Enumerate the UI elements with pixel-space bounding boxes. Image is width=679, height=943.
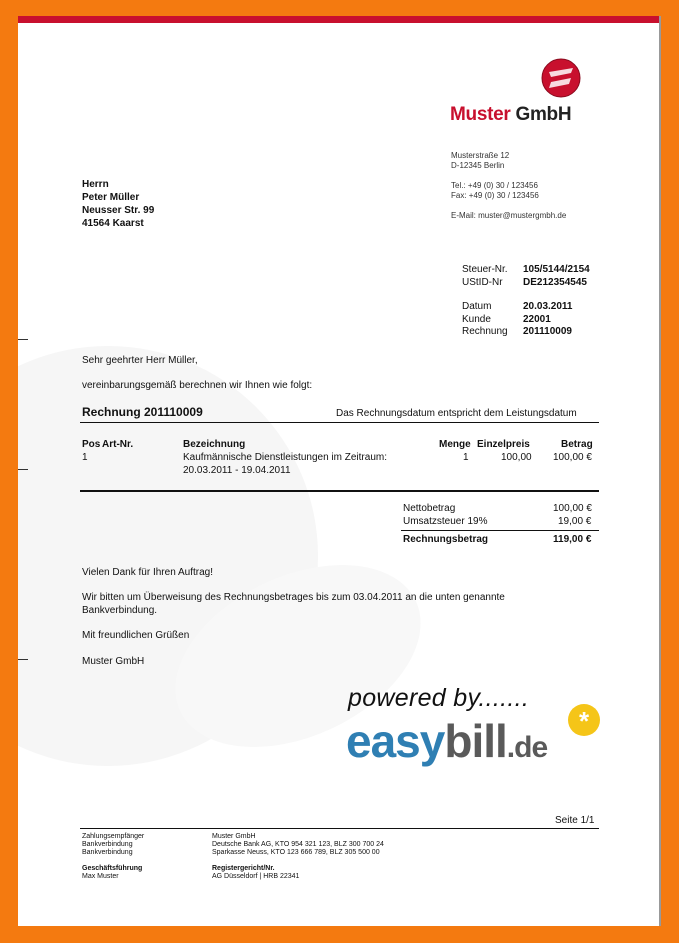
payment-text-line1: Wir bitten um Überweisung des Rechnungsbetrages bis zum 03.04.2011 an die unten genannte [82,592,505,603]
table-bottom-rule [80,490,599,492]
col-header-description: Bezeichnung [183,439,246,450]
invoice-meta [462,264,590,339]
recipient-salutation: Herrn [82,179,109,190]
meta-key: Steuer-Nr. [462,264,508,275]
powered-by-text: powered by....... [348,684,530,712]
row-description-line2: 20.03.2011 - 19.04.2011 [183,465,291,476]
footer-label: Bankverbindung [82,841,133,848]
meta-value: 105/5144/2154 [523,264,590,275]
easybill-star-icon: * [568,704,600,736]
intro-text: vereinbarungsgemäß berechnen wir Ihnen wie folgt: [82,380,313,391]
row-pos: 1 [82,452,88,463]
total-value: 119,00 € [553,534,592,545]
easybill-bill: bill [444,715,507,767]
sender-street: Musterstraße 12 [451,151,510,160]
logo-text-part2: GmbH [510,104,572,125]
sender-tel: Tel.: +49 (0) 30 / 123456 [451,181,538,190]
signature: Muster GmbH [82,656,145,667]
sender-email: E-Mail: muster@mustergmbh.de [451,211,567,220]
meta-value: DE212354545 [523,276,587,288]
closing-text: Mit freundlichen Grüßen [82,630,190,641]
row-amount: 100,00 € [553,452,592,463]
footer-labels [82,833,144,881]
col-header-amount: Betrag [561,439,593,450]
footer-value: Sparkasse Neuss, KTO 123 666 789, BLZ 305 500 00 [212,849,380,856]
invoice-date-note: Das Rechnungsdatum entspricht dem Leistungsdatum [336,408,577,419]
meta-key: Datum [462,301,492,312]
vat-value: 19,00 € [558,516,592,527]
footer-label: Zahlungsempfänger [82,833,145,840]
meta-key: Kunde [462,313,491,325]
easybill-logo [346,713,547,776]
footer-values [212,833,384,881]
footer-label: Bankverbindung [82,849,133,856]
recipient-name: Peter Müller [82,192,140,203]
recipient-street: Neusser Str. 99 [82,205,155,216]
col-header-art: Art-Nr. [102,439,134,450]
invoice-page [18,16,661,926]
company-logo-text [450,104,571,126]
sender-city: D-12345 Berlin [451,161,505,170]
row-description-line1: Kaufmännische Dienstleistungen im Zeitraum: [183,452,387,463]
meta-key: Rechnung [462,326,508,337]
footer-value: Max Muster [82,873,119,880]
page-number: Seite 1/1 [555,815,595,826]
footer-value: Deutsche Bank AG, KTO 954 321 123, BLZ 300 700 24 [212,841,384,848]
vat-label: Umsatzsteuer 19% [403,516,488,527]
thanks-text: Vielen Dank für Ihren Auftrag! [82,567,214,578]
net-label: Nettobetrag [403,503,456,514]
title-rule [80,422,599,423]
footer-value: Muster GmbH [212,833,256,840]
easybill-de: .de [506,731,548,764]
fold-mark [18,339,28,340]
row-qty: 1 [463,452,469,463]
easybill-easy: easy [346,715,445,767]
company-logo-icon [541,58,581,98]
totals-rule [401,530,599,531]
sender-fax: Fax: +49 (0) 30 / 123456 [451,191,539,200]
invoice-title: Rechnung 201110009 [82,405,203,419]
total-label: Rechnungsbetrag [403,534,489,545]
col-header-pos: Pos [82,439,101,450]
footer-rule [80,828,599,829]
row-unit-price: 100,00 [501,452,532,463]
recipient-city: 41564 Kaarst [82,218,144,229]
meta-value: 20.03.2011 [523,301,573,312]
meta-value: 22001 [523,313,551,325]
net-value: 100,00 € [553,503,592,514]
footer-value: AG Düsseldorf | HRB 22341 [212,873,300,880]
fold-mark [18,469,28,470]
payment-text-line2: Bankverbindung. [82,605,158,616]
footer-label: Geschäftsführung [82,865,143,872]
meta-key: UStID-Nr [462,276,503,288]
footer-label: Registergericht/Nr. [212,865,275,872]
sender-address [451,151,566,221]
col-header-qty: Menge [439,439,471,450]
page-edge [659,16,661,926]
recipient-address [82,178,154,230]
greeting: Sehr geehrter Herr Müller, [82,355,198,366]
top-accent-bar [18,16,661,23]
fold-mark [18,659,28,660]
col-header-unit-price: Einzelpreis [477,439,530,450]
logo-text-part1: Muster [450,104,511,125]
meta-value: 201110009 [523,326,572,337]
